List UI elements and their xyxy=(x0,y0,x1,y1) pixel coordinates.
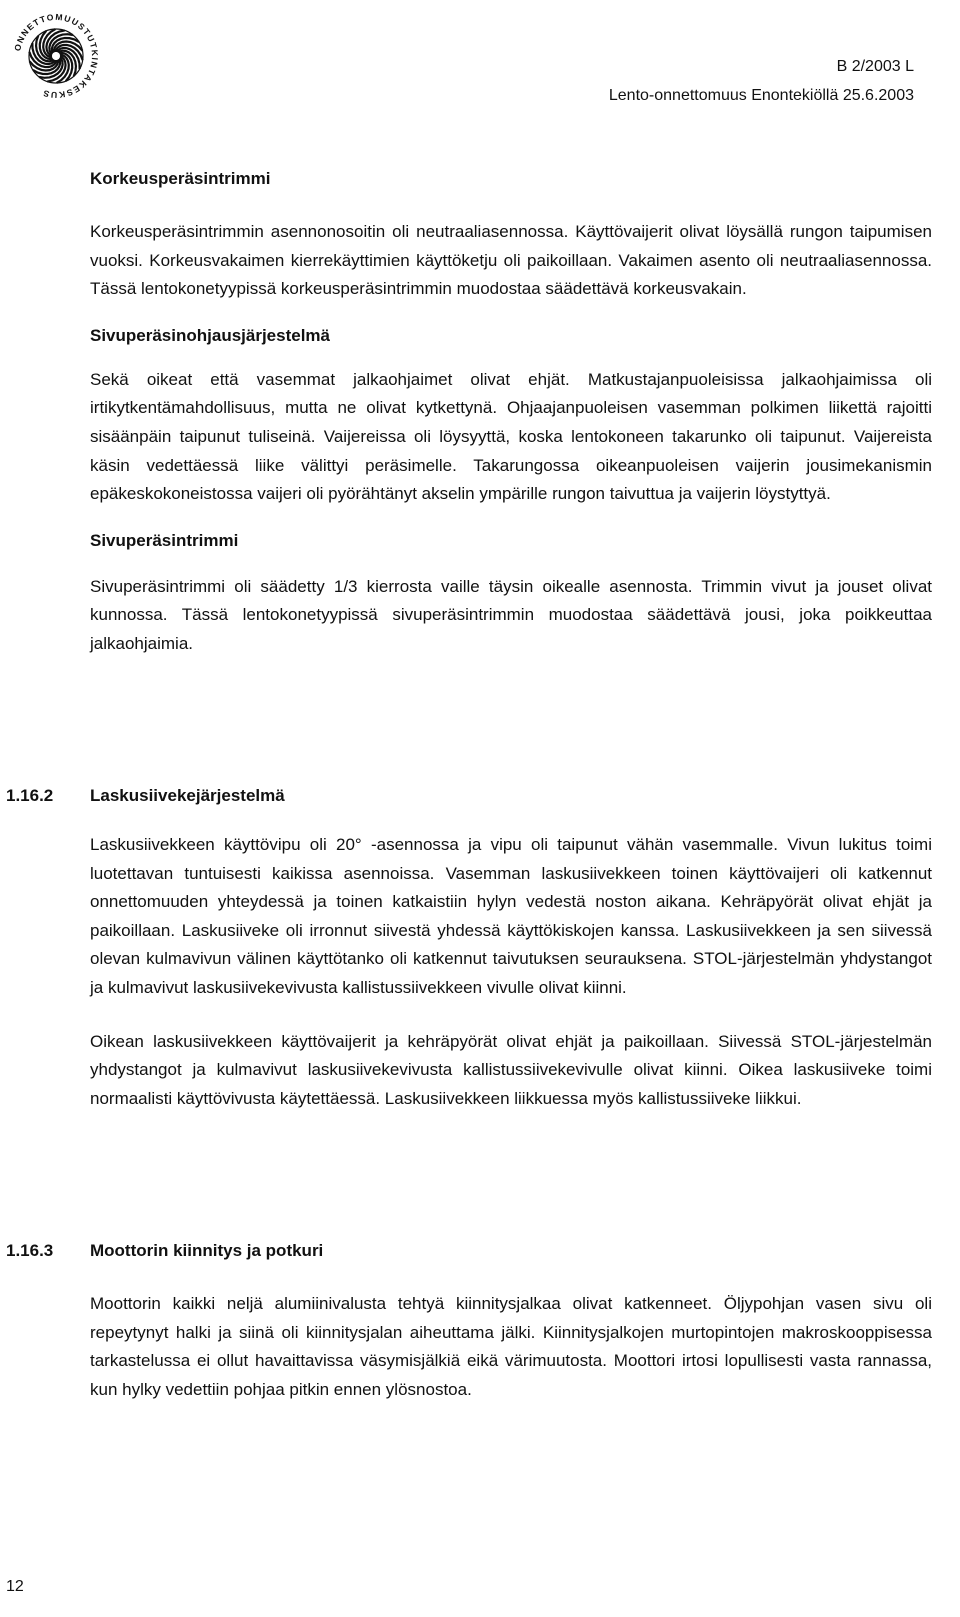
logo-text: ONNETTOMUUSTUTKINTAKESKUS xyxy=(12,11,101,101)
section-sivuperasinohjausjarjestelma xyxy=(90,322,932,509)
section-title: Laskusiivekejärjestelmä xyxy=(90,786,285,805)
section-paragraph: Sivuperäsintrimmi oli säädetty 1/3 kierrosta vaille täysin oikealle asennosta. Trimmin vivut ja jouset olivat kunnossa. Tässä lentokonetyypissä sivuperäsintrimmin muodostaa säädettävä jousi, joka poikkeuttaa jalkaohjaimia. xyxy=(90,576,932,653)
section-heading: Sivuperäsinohjausjärjestelmä xyxy=(90,325,330,345)
section-title: Moottorin kiinnitys ja potkuri xyxy=(90,1241,324,1260)
section-paragraph: Korkeusperäsintrimmin asennonosoitin oli neutraaliasennossa. Käyttövaijerit olivat löysällä rungon taipumisen vuoksi. Korkeusvakaimen kierrekäyttimien käyttöketju oli paikoillaan. Vakaimen asento oli neutraaliasennossa. Tässä lentokonetyypissä korkeusperäsintrimmin muodostaa säädettävä korkeusvakain. xyxy=(90,222,932,299)
report-title: Lento-onnettomuus Enontekiöllä 25.6.2003 xyxy=(608,87,914,104)
section-paragraph: Laskusiivekkeen käyttövipu oli 20° -asennossa ja vipu oli taipunut vähän vasemmalle. Vivun lukitus toimi luotettavan tuntuisesti kaikissa asennoissa. Vasemman laskusiivekkeen toinen käyttövaijeri oli katkennut onnettomuuden yhteydessä ja toinen katkaistiin hylyn vedestä noston aikana. Kehräpyörät olivat ehjät ja paikoillaan. Laskusiiveke oli irronnut siivestä yhdessä käyttökiskojen kanssa. Laskusiivekkeen ja sen siivessä olevan kulmavivun välinen käyttötanko oli katkennut taivutuksen seurauksena. STOL-järjestelmän yhdystangot ja kulmavivut laskusiivekevivusta kallistussiivekkeen vivulle olivat kiinni. xyxy=(90,835,932,997)
page-number: 12 xyxy=(6,1578,24,1595)
section-1-16-2-body xyxy=(90,831,932,1113)
page-header xyxy=(609,52,914,110)
section-1-16-3-body xyxy=(90,1290,932,1404)
section-heading: Sivuperäsintrimmi xyxy=(90,530,239,550)
report-id: B 2/2003 L xyxy=(836,58,914,75)
section-number: 1.16.2 xyxy=(6,786,54,805)
document-body xyxy=(90,165,932,659)
section-paragraph: Oikean laskusiivekkeen käyttövaijerit ja kehräpyörät olivat ehjät ja paikoillaan. Siivessä STOL-järjestelmän yhdystangot ja kulmavivut laskusiivekevivusta kallistussiivekevivulle olivat kiinni. Oikea laskusiiveke toimi normaalisti käyttövivusta käytettäessä. Laskusiivekkeen liikkuessa myös kallistussiiveke liikkui. xyxy=(90,1031,932,1108)
section-sivuperasintrimmi xyxy=(90,527,932,659)
section-korkeusperasintrimmi xyxy=(90,165,932,304)
section-heading: Korkeusperäsintrimmi xyxy=(90,169,271,188)
section-paragraph: Sekä oikeat että vasemmat jalkaohjaimet olivat ehjät. Matkustajanpuoleisissa jalkaohjaimissa oli irtikytkentämahdollisuus, mutta ne olivat kytkettynä. Ohjaajanpuoleisen vasemman polkimen liikettä rajoitti sisäänpäin taipunut tuliseinä. Vaijereissa oli löysyyttä, koska lentokoneen takarunko oli taipunut. Vaijereista käsin vedettäessä liike välittyi peräsimelle. Takarungossa oikeanpuoleisen vaijerin jousimekanismin epäkeskokoneistossa vaijeri oli pyörähtänyt akselin ympärille rungon taivuttua ja vaijerin löystyttyä. xyxy=(90,369,932,504)
organization-logo xyxy=(6,6,106,106)
section-number: 1.16.3 xyxy=(6,1241,54,1260)
section-paragraph: Moottorin kaikki neljä alumiinivalusta tehtyä kiinnitysjalkaa olivat katkenneet. Öljypohjan vasen sivu oli repeytynyt halki ja siinä oli kiinnitysjalan aiheuttama jälki. Kiinnitysjalkojen murtopintojen makroskooppisessa tarkastelussa ei ollut havaittavissa väsymisjälkiä eikä värimuutosta. Moottori irtosi lopullisesti vasta rannassa, kun hylky vedettiin pohjaa pitkin ennen ylösnostoa. xyxy=(90,1294,932,1399)
